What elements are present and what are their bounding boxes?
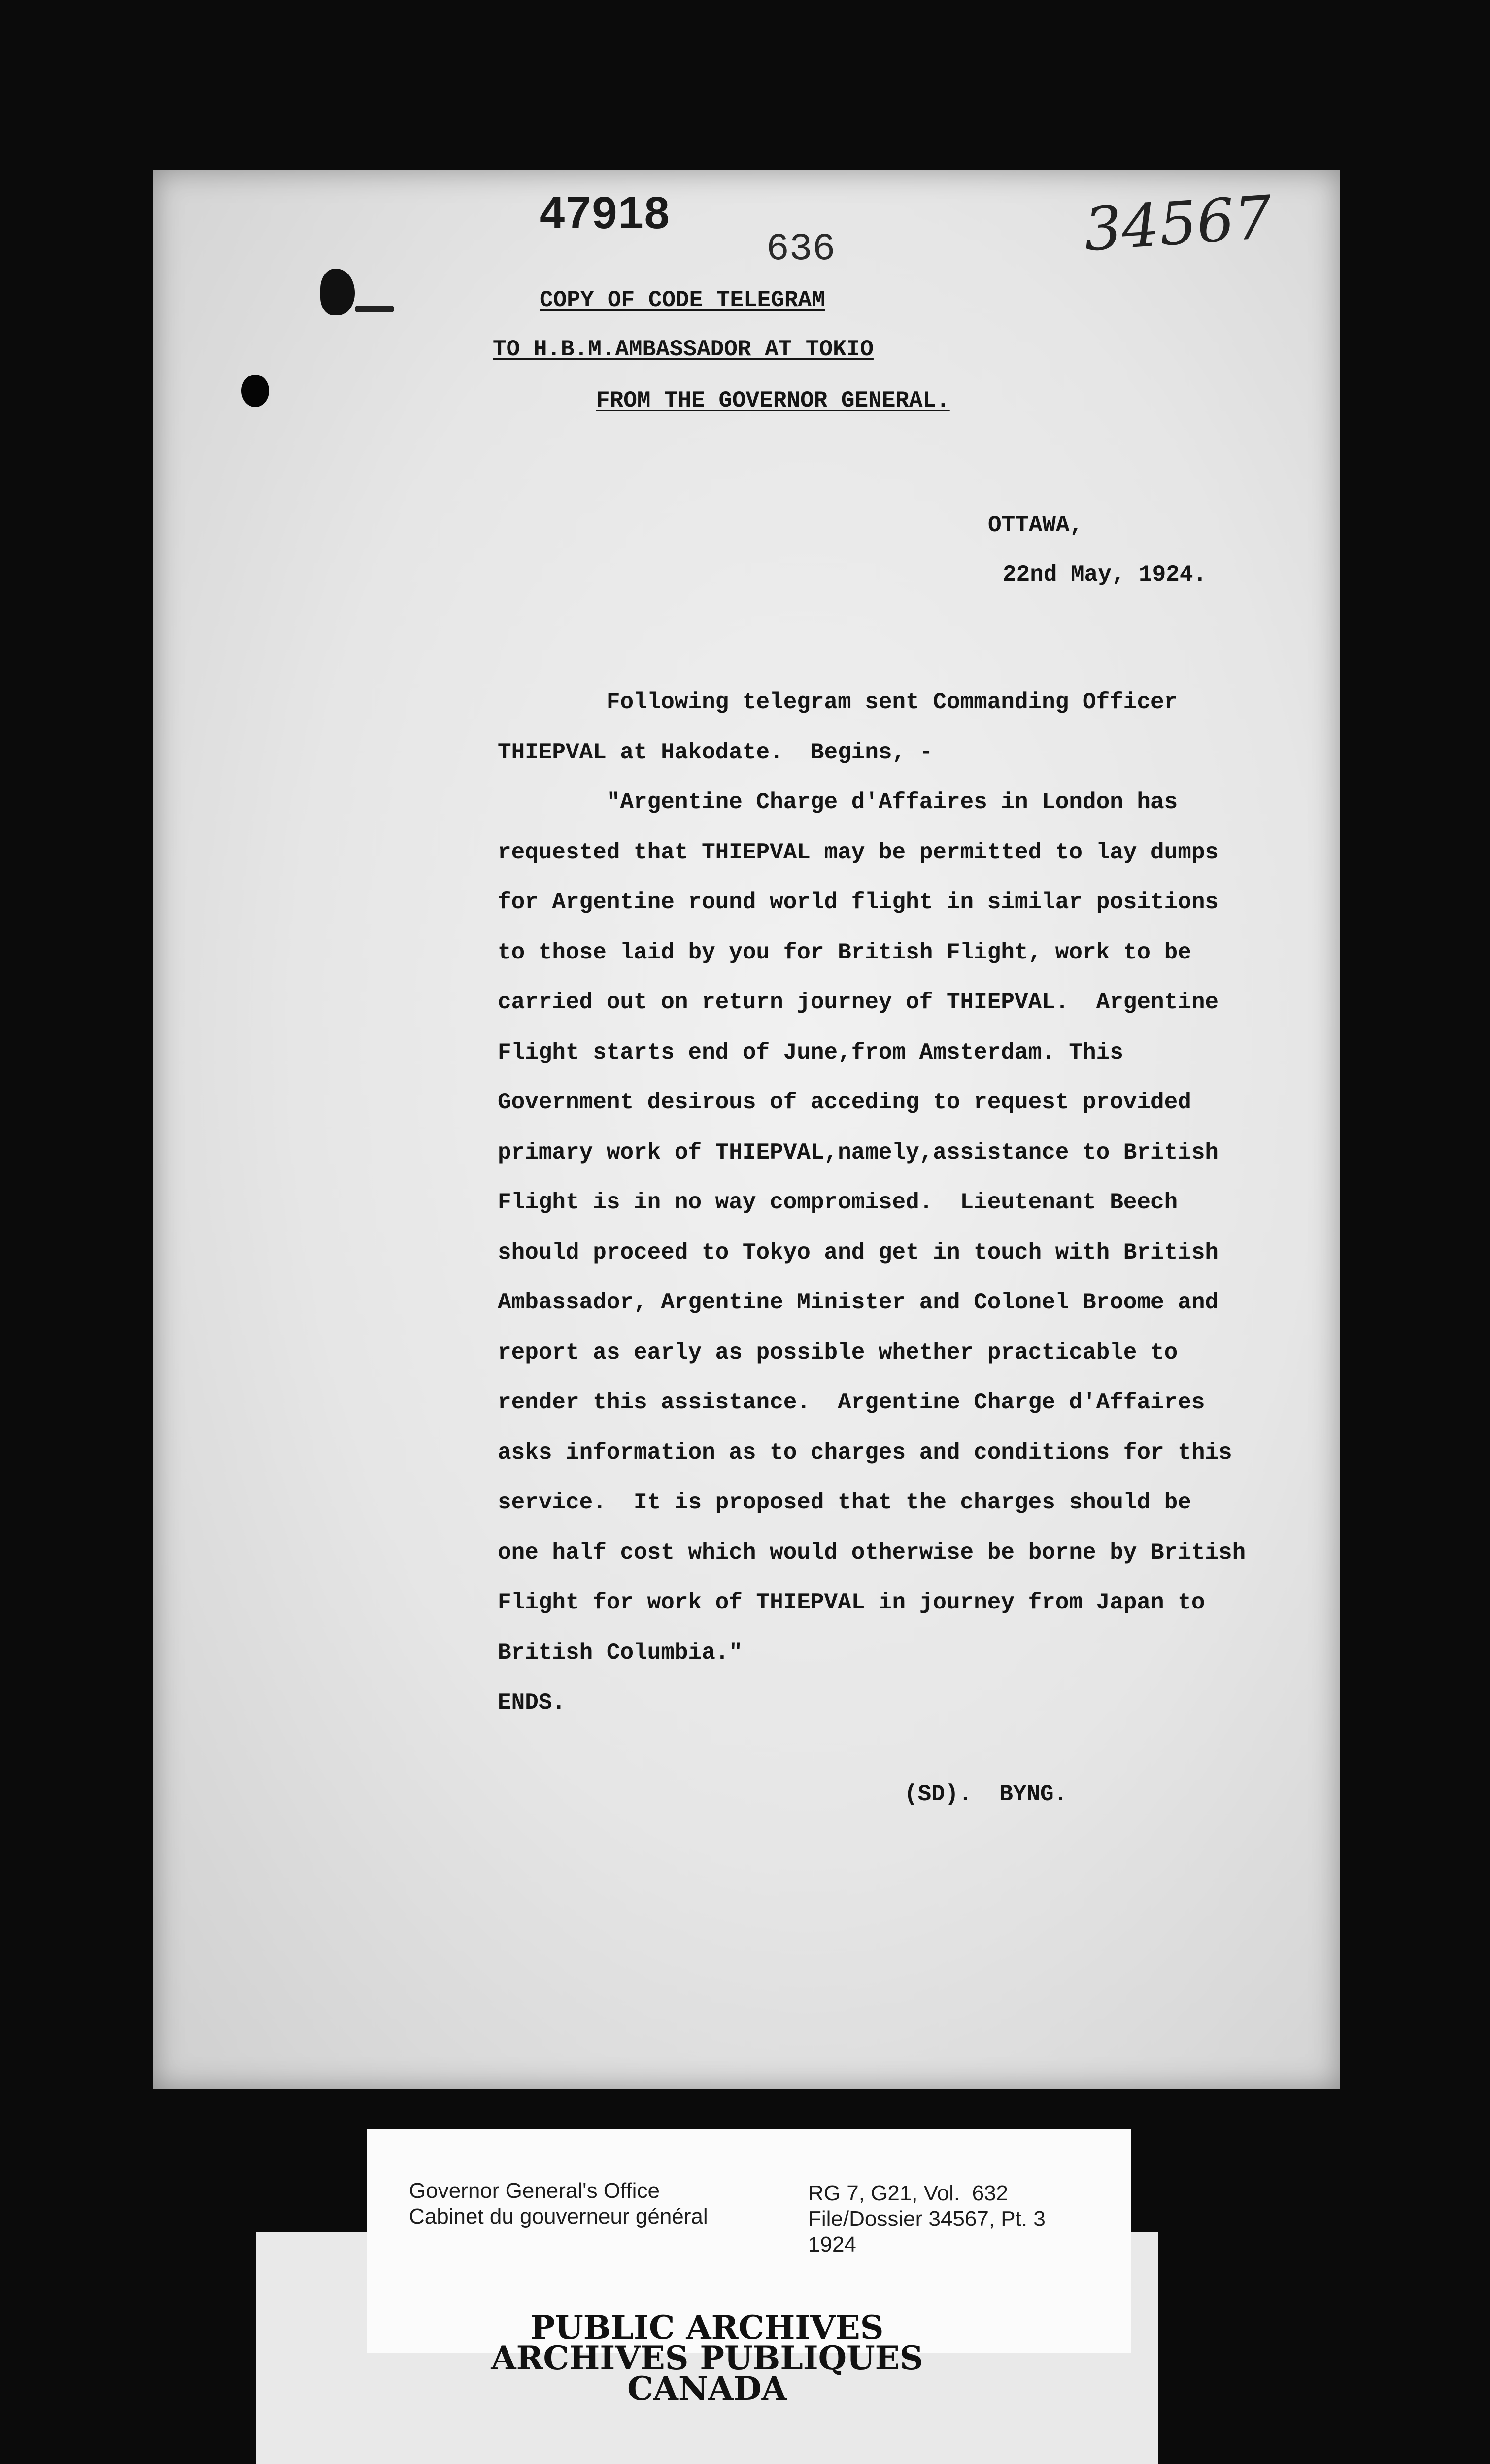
punch-hole <box>241 375 269 407</box>
record-group-reference: RG 7, G21, Vol. 632 <box>808 2181 1009 2205</box>
file-reference: File/Dossier 34567, Pt. 3 <box>808 2207 1046 2231</box>
heading-line-1: COPY OF CODE TELEGRAM <box>540 287 825 313</box>
archives-country: CANADA <box>627 2369 787 2408</box>
ink-smudge <box>355 306 394 312</box>
dateline-date: 22nd May, 1924. <box>1003 562 1207 587</box>
ink-blot <box>320 269 355 315</box>
handwritten-file-number: 34567 <box>1082 183 1275 265</box>
heading-line-2: TO H.B.M.AMBASSADOR AT TOKIO <box>493 337 874 362</box>
signature: (SD). BYNG. <box>904 1781 1068 1807</box>
file-year: 1924 <box>808 2232 856 2257</box>
heading-line-3: FROM THE GOVERNOR GENERAL. <box>596 388 950 413</box>
dateline-place: OTTAWA, <box>988 513 1084 538</box>
office-name-en: Governor General's Office <box>409 2179 660 2203</box>
folio-number: 636 <box>766 228 836 271</box>
telegram-body: Following telegram sent Commanding Officer THIEPVAL at Hakodate. Begins, - "Argentine Charge d'Affaires in London has requested that THIEPVAL may be permitted to lay dumps for Argentine round world flight in similar positions to those laid by you for British Flight, work to be carried out on return journey of THIEPVAL. Argentine Flight starts end of June,from Amsterdam. This Government desirous of acceding to request provided primary work of THIEPVAL,namely,assistance to British Flight is in no way compromised. Lieutenant Beech should proceed to Tokyo and get in touch with British Ambassador, Argentine Minister and Colonel Broome and report as early as possible whether practicable to render this assistance. Argentine Charge d'Affaires asks information as to charges and conditions for this service. It is proposed that the charges should be one half cost which would otherwise be borne by British Flight for work of THIEPVAL in journey from Japan to British Columbia." ENDS. <box>498 689 1246 1715</box>
archives-name-en: PUBLIC ARCHIVES <box>530 2308 884 2347</box>
stamp-number: 47918 <box>540 188 671 238</box>
archives-name-fr: ARCHIVES PUBLIQUES <box>491 2339 923 2377</box>
office-name-fr: Cabinet du gouverneur général <box>409 2204 708 2228</box>
